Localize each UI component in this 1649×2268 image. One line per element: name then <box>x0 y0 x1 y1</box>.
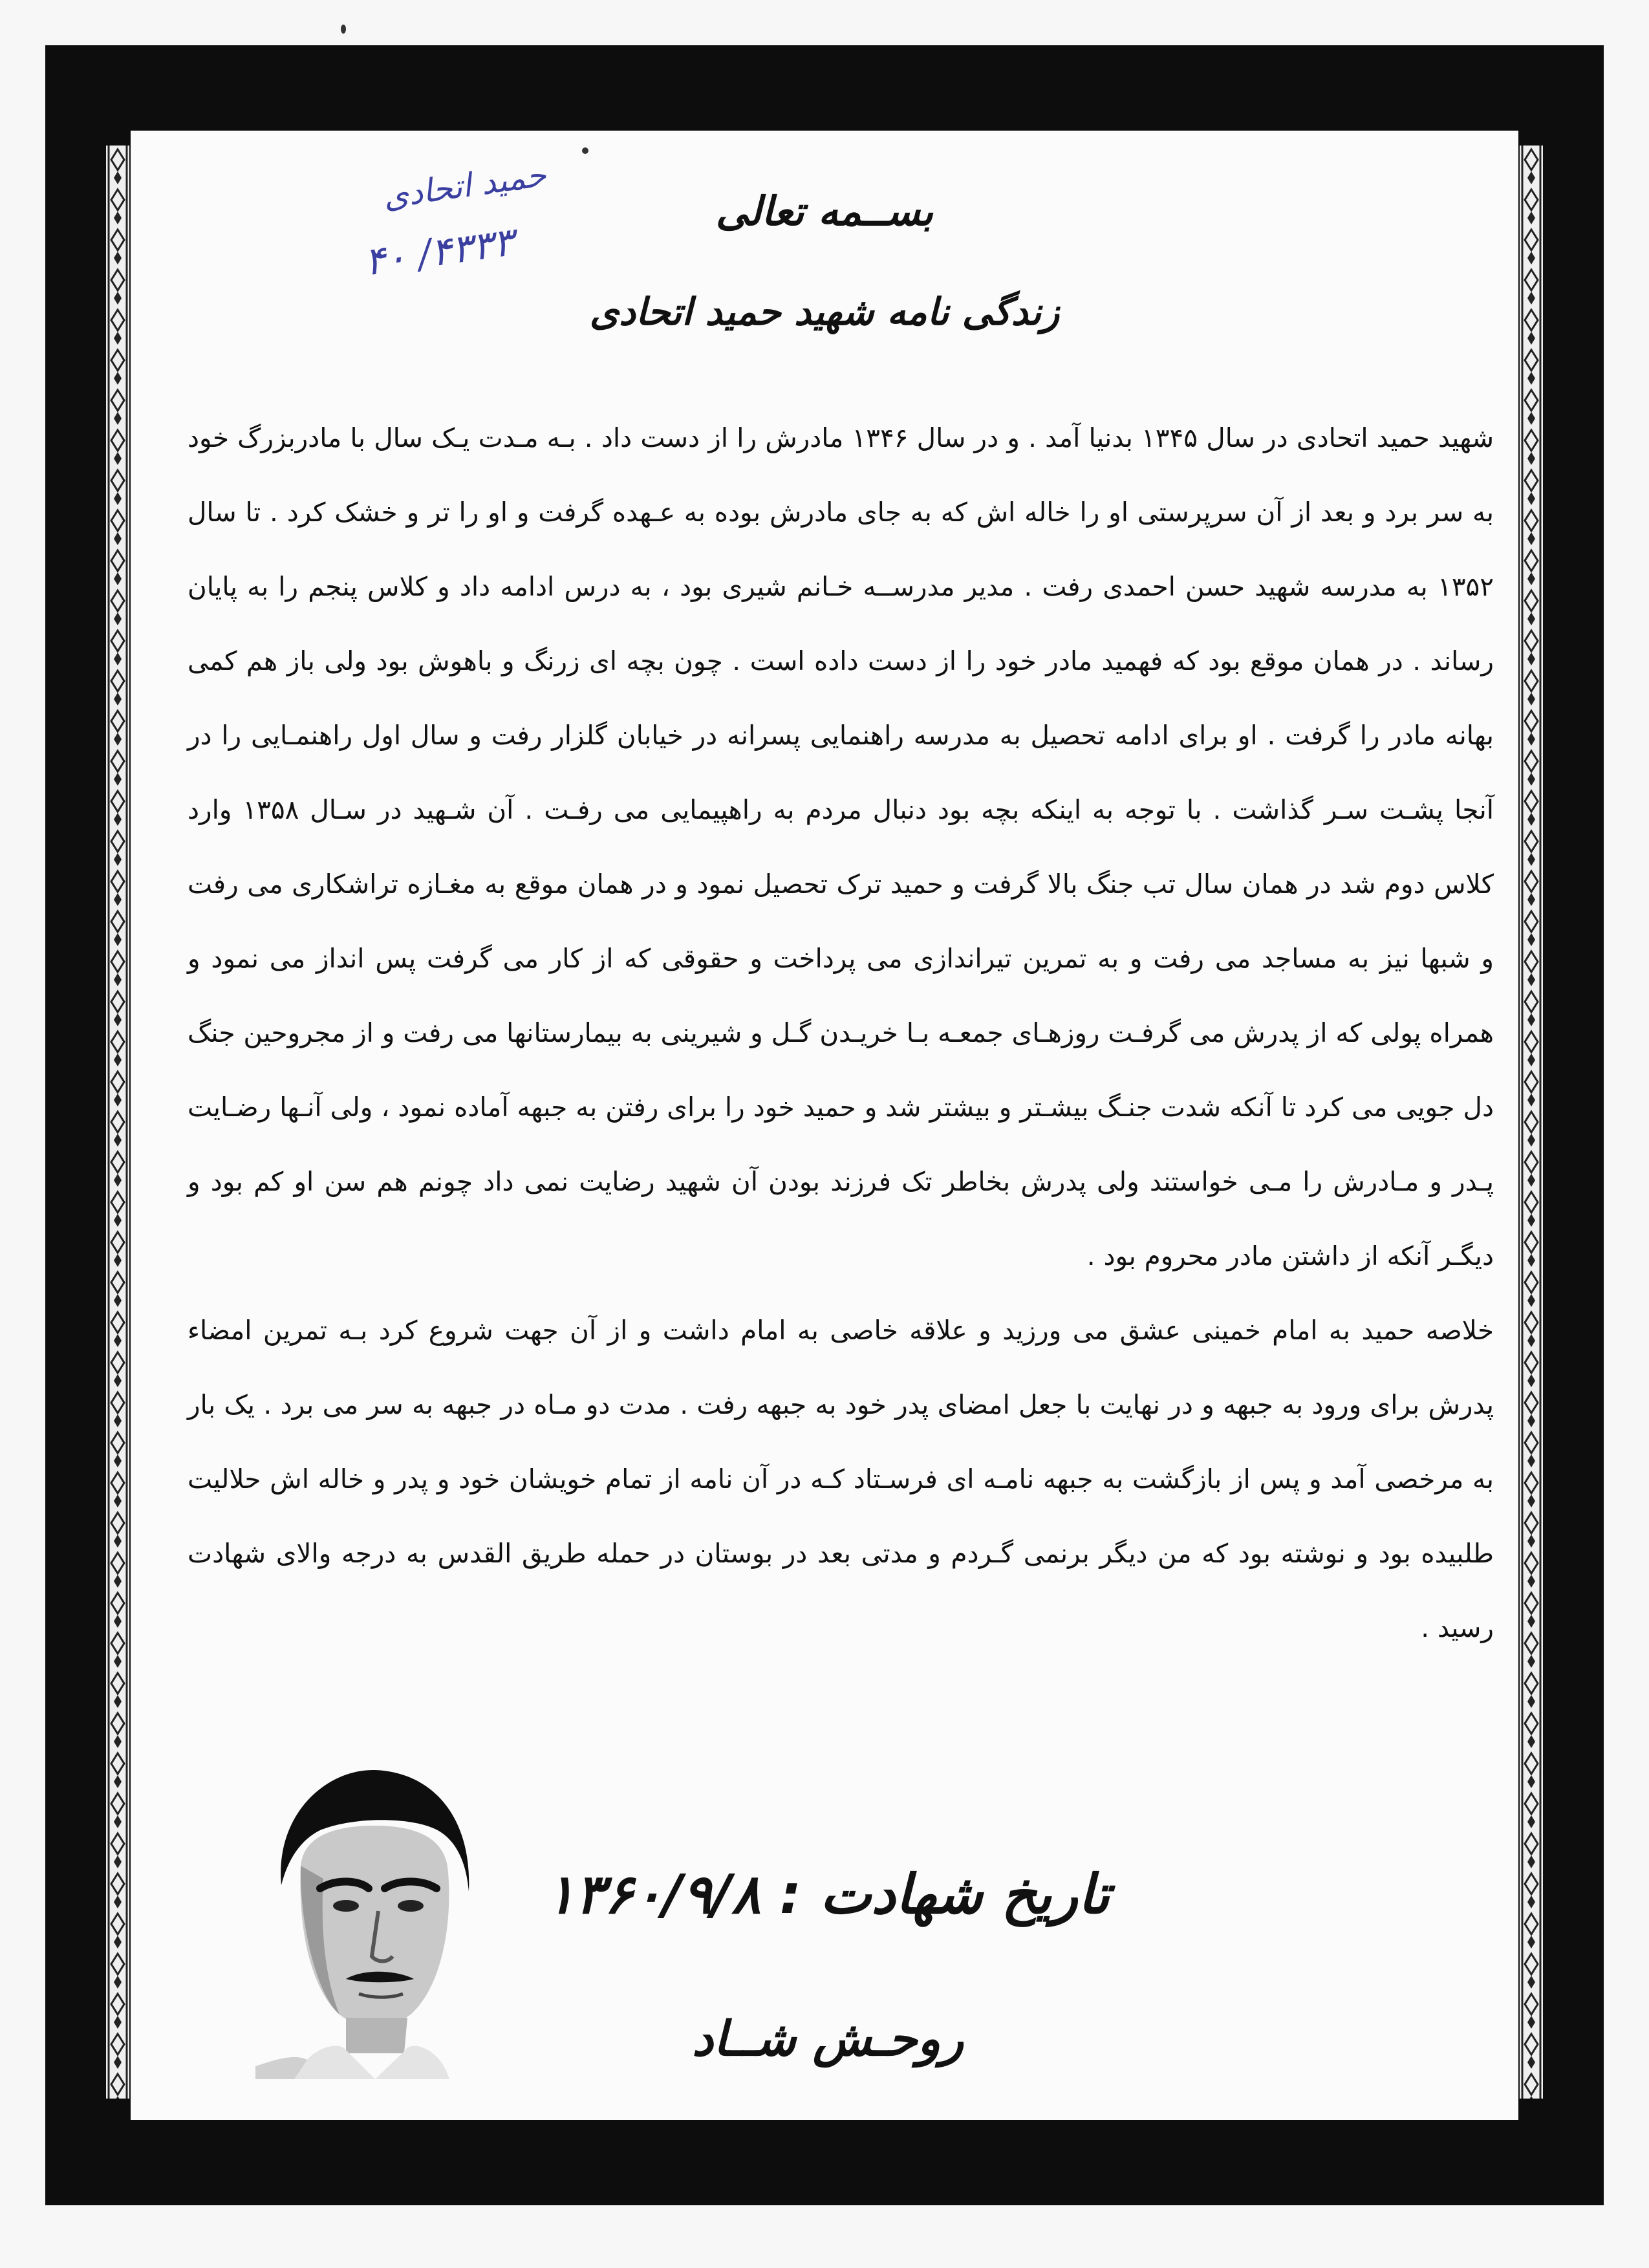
handwritten-name: حمید اتحادی <box>380 155 549 216</box>
ornamental-border-right-icon <box>1520 146 1543 2099</box>
bismillah-heading: بســمه تعالی <box>715 188 934 235</box>
handwritten-code: ۴۳۳۳/ ۴۰ <box>361 219 517 285</box>
biography-paragraph-1: شهید حمید اتحادی در سال ۱۳۴۵ بدنیا آمد . و در سال ۱۳۴۶ مادرش را از دست داد . بـه مـدت یـک سال با مادربزرگ خود به سر برد و بعد از آن سرپرستی او را خاله اش که به جای مادرش بوده به عـهده گرفت و او را تر و خشک کرد . تا سال ۱۳۵۲ به مدرسه شهید حسن احمدی رفت . مدیر مدرســه خـانم شیری بود ، به درس ادامه داد و کلاس پنجم را به پایان رساند . در همان موقع بود که فهمید مادر خود را از دست داده است . چون بچه ای زرنگ و باهوش بود ولی باز هم کمی بهانه مادر را گرفت . او برای ادامه تحصیل به مدرسه راهنمایی پسرانه در خیابان گلزار رفت و سال اول راهنمـایی را در آنجا پشـت سـر گذاشت . با توجه به اینکه بچه بود دنبال مردم به راهپیمایی می رفـت . آن شـهید در سـال ۱۳۵۸ وارد کلاس دوم شد در همان سال تب جنگ بالا گرفت و حمید ترک تحصیل نمود و در همان موقع به مغـازه تراشکاری می رفت و شبها نیز به مساجد می رفت و به تمرین تیراندازی می پرداخت و حقوقی که از کار می گرفت پس انداز می نمود و همراه پولی که از پدرش می گرفـت روزهـای جمعـه بـا خریـدن گـل و شیرینی به بیمارستانها می رفت و از مجروحین جنگ دل جویی می کرد تا آنکه شدت جنـگ بیشـتر و بیشتر شد و حمید خود را برای رفتن به جبهه آماده نمود ، ولی آنـها رضـایت پـدر و مـادرش را مـی خواستند ولی پدرش بخاطر تک فرزند بودن آن شهید رضایت نمی داد چونم هم سن او کم بود و دیگـر آنکه از داشتن مادر محروم بود . <box>188 422 1494 1271</box>
scan-speck <box>582 147 588 154</box>
scan-speck <box>341 25 346 34</box>
biography-paragraph-2: خلاصه حمید به امام خمینی عشق می ورزید و علاقه خاصی به امام داشت و از آن جهت شروع کرد بـه تمرین امضاء پدرش برای ورود به جبهه و در نهایت با جعل امضای پدر خود به جبهه رفت . مدت دو مـاه در جبهه به سر می برد . یک بار به مرخصی آمد و پس از بازگشت به جبهه نامـه ای فرسـتاد کـه در آن نامه از تمام خویشان خود و پدر و خاله اش حلالیت طلبیده بود و نوشته بود که من دیگر برنمی گـردم و مدتی بعد در بوستان در حمله طریق القدس به درجه والای شهادت رسید . <box>188 1315 1494 1643</box>
portrait-photo-icon <box>255 1756 488 2079</box>
document-title: زندگی نامه شهید حمید اتحادی <box>589 290 1060 334</box>
biography-body <box>188 401 1494 1665</box>
closing-prayer: روحـش شــاد <box>692 2011 964 2067</box>
martyrdom-date: تاریخ شهادت : ۱۳۶۰/۹/۸ <box>546 1863 1110 1926</box>
ornamental-border-left-icon <box>106 146 129 2099</box>
